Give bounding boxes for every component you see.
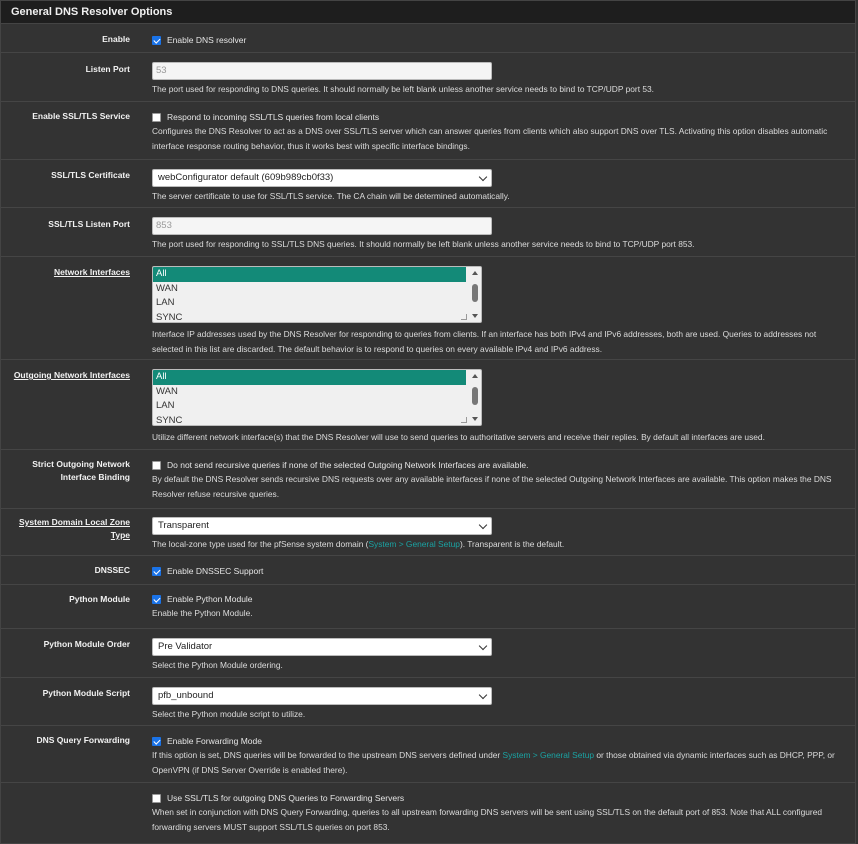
strict-binding-checkbox[interactable] [152,458,843,472]
ssl-service-checkbox-text: Respond to incoming SSL/TLS queries from local clients [167,112,380,122]
checkbox-unchecked-icon[interactable] [152,794,161,803]
ssl-port-help: The port used for responding to SSL/TLS DNS queries. It should normally be left blank unless another service needs to bind to TCP/UDP port 853. [152,239,695,249]
python-order-selected-value: Pre Validator [158,641,213,652]
row-python-module [1,585,855,629]
listbox-option[interactable]: LAN [156,297,175,308]
listbox-scrollbar[interactable] [470,371,480,424]
strict-binding-checkbox-text: Do not send recursive queries if none of the selected Outgoing Network Interfaces are available. [167,460,529,470]
ssl-cert-label: SSL/TLS Certificate [51,170,130,180]
checkbox-unchecked-icon[interactable] [152,461,161,470]
forward-ssl-checkbox-text: Use SSL/TLS for outgoing DNS Queries to Forwarding Servers [167,793,405,803]
ssl-cert-select[interactable] [152,169,492,187]
python-script-select[interactable] [152,687,492,705]
local-zone-selected-value: Transparent [158,520,209,531]
listbox-scrollbar[interactable] [470,268,480,321]
python-module-help: Enable the Python Module. [152,608,253,618]
row-ssl-service [1,102,855,160]
listbox-option[interactable]: All [153,370,466,385]
local-zone-help-text-end: ). Transparent is the default. [459,539,565,549]
listbox-option[interactable]: SYNC [156,414,183,426]
python-module-label: Python Module [69,594,130,604]
outgoing-interfaces-label[interactable]: Outgoing Network Interfaces [13,370,130,380]
outgoing-interfaces-listbox[interactable] [152,369,482,426]
forward-ssl-checkbox[interactable] [152,791,843,805]
checkbox-checked-icon[interactable] [152,595,161,604]
local-zone-select[interactable] [152,517,492,535]
ssl-port-label: SSL/TLS Listen Port [48,219,130,229]
enable-label: Enable [102,34,130,44]
dnssec-checkbox-text: Enable DNSSEC Support [167,566,264,576]
listen-port-label: Listen Port [85,64,130,74]
checkbox-checked-icon[interactable] [152,567,161,576]
scroll-up-arrow-icon[interactable] [472,271,478,275]
listbox-option[interactable]: WAN [156,282,178,294]
python-script-label: Python Module Script [42,688,130,698]
scroll-thumb[interactable] [472,387,478,405]
row-dnssec [1,556,855,585]
checkbox-checked-icon[interactable] [152,36,161,45]
local-zone-help [152,537,843,552]
scroll-down-arrow-icon[interactable] [472,314,478,318]
resize-grip-icon[interactable] [461,417,467,423]
query-forwarding-help-text-end: or those obtained via dynamic interfaces such as DHCP, PPP, or OpenVPN (if DNS Server Override is enabled there). [152,750,835,775]
row-listen-port [1,53,855,102]
network-interfaces-listbox[interactable] [152,266,482,323]
row-python-script [1,678,855,726]
row-strict-binding [1,450,855,509]
query-forwarding-label: DNS Query Forwarding [36,735,130,745]
query-forwarding-help [152,748,843,777]
local-zone-help-text: The local-zone type used for the pfSense system domain ( [152,539,369,549]
network-interfaces-help: Interface IP addresses used by the DNS Resolver for responding to queries from clients. If an interface has both IPv4 and IPv6 addresses, both are used. Queries to addresses not selected in this list are discarded. The default behavior is to respond to queries on every available IPv4 and IPv6 address. [152,329,817,354]
general-setup-link[interactable]: System > General Setup [368,539,460,549]
row-local-zone [1,509,855,556]
scroll-down-arrow-icon[interactable] [472,417,478,421]
forward-ssl-help: When set in conjunction with DNS Query Forwarding, queries to all upstream forwarding DNS servers will be sent using SSL/TLS on the default port of 853. Note that ALL configured forwarding servers MUST support SSL/TLS queries on port 853. [152,807,823,832]
row-network-interfaces [1,257,855,360]
enable-dns-resolver-checkbox[interactable] [152,33,843,47]
strict-binding-label: Strict Outgoing Network Interface Binding [32,459,130,482]
listbox-option[interactable]: SYNC [156,311,183,323]
resize-grip-icon[interactable] [461,314,467,320]
listen-port-help: The port used for responding to DNS queries. It should normally be left blank unless another service needs to bind to TCP/UDP port 53. [152,84,655,94]
listbox-option[interactable]: All [153,267,466,282]
enable-dns-resolver-text: Enable DNS resolver [167,35,247,45]
ssl-cert-selected-value: webConfigurator default (609b989cb0f33) [158,172,334,183]
ssl-cert-help: The server certificate to use for SSL/TLS service. The CA chain will be determined automatically. [152,191,510,201]
general-setup-link[interactable]: System > General Setup [502,750,595,760]
row-forward-ssl [1,783,855,843]
checkbox-unchecked-icon[interactable] [152,113,161,122]
python-module-checkbox-text: Enable Python Module [167,594,253,604]
scroll-up-arrow-icon[interactable] [472,374,478,378]
query-forwarding-checkbox-text: Enable Forwarding Mode [167,736,262,746]
ssl-service-checkbox[interactable] [152,110,843,124]
query-forwarding-checkbox[interactable] [152,734,843,748]
strict-binding-help: By default the DNS Resolver sends recursive DNS requests over any available interfaces if none of the selected Outgoing Network Interfaces are available. This option makes the DNS Resolver refuse recursive queries. [152,474,832,499]
chevron-down-icon [479,691,487,699]
panel-title: General DNS Resolver Options [1,1,855,24]
ssl-service-help: Configures the DNS Resolver to act as a DNS over SSL/TLS server which can answer queries from clients which also support DNS over TLS. Activating this option disables automatic interface response routing behavior, thus it works best with specific interface bindings. [152,126,828,151]
python-order-label: Python Module Order [43,639,130,649]
row-query-forwarding [1,726,855,783]
chevron-down-icon [479,642,487,650]
python-order-select[interactable] [152,638,492,656]
chevron-down-icon [479,521,487,529]
outgoing-interfaces-help: Utilize different network interface(s) that the DNS Resolver will use to send queries to authoritative servers and receive their replies. By default all interfaces are used. [152,432,765,442]
listbox-option[interactable]: WAN [156,385,178,397]
chevron-down-icon [479,173,487,181]
scroll-thumb[interactable] [472,284,478,302]
local-zone-label[interactable]: System Domain Local Zone Type [19,517,130,540]
row-enable [1,24,855,53]
checkbox-checked-icon[interactable] [152,737,161,746]
dnssec-label: DNSSEC [94,565,130,575]
dnssec-checkbox[interactable] [152,564,843,578]
query-forwarding-help-text: If this option is set, DNS queries will be forwarded to the upstream DNS servers defined under [152,750,503,760]
python-script-help: Select the Python module script to utilize. [152,709,306,719]
row-outgoing-interfaces [1,360,855,450]
row-ssl-cert [1,160,855,208]
listbox-option[interactable]: LAN [156,400,175,411]
listen-port-input[interactable]: 53 [152,62,492,80]
row-python-order [1,629,855,678]
ssl-port-input[interactable]: 853 [152,217,492,235]
ssl-service-label: Enable SSL/TLS Service [32,111,130,121]
row-ssl-port [1,208,855,257]
python-order-help: Select the Python Module ordering. [152,660,283,670]
python-module-checkbox[interactable] [152,592,843,606]
network-interfaces-label[interactable]: Network Interfaces [53,267,130,277]
python-script-selected-value: pfb_unbound [158,690,214,701]
